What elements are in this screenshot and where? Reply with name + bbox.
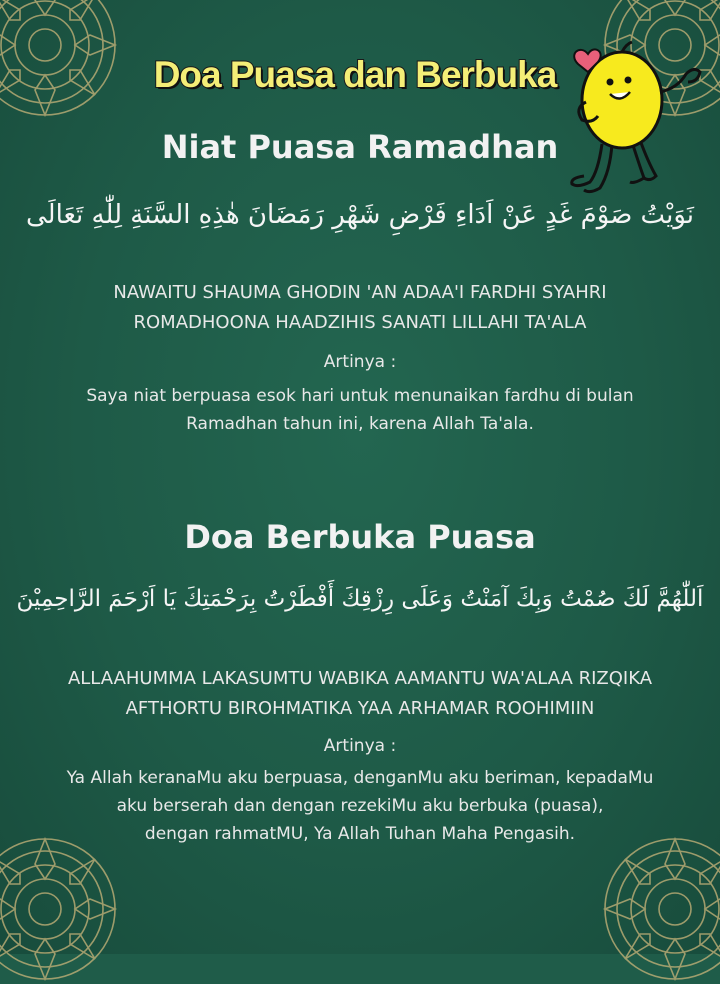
mandala-ornament-icon (0, 0, 120, 120)
berbuka-meaning-line-1: Ya Allah keranaMu aku berpuasa, denganMu aku beriman, kepadaMu (66, 768, 654, 788)
niat-heading: Niat Puasa Ramadhan (161, 128, 559, 166)
berbuka-artinya-label: Artinya : (323, 736, 397, 756)
berbuka-heading: Doa Berbuka Puasa (184, 518, 536, 556)
niat-arabic-text: نَوَيْتُ صَوْمَ غَدٍ عَنْ اَدَاءِ فَرْضِ شَهْرِ رَمَضَانَ هٰذِهِ السَّنَةِ لِلّٰهِ تَعَالَى (26, 200, 694, 230)
berbuka-meaning-line-2: aku berserah dan dengan rezekiMu aku berbuka (puasa), (116, 796, 604, 816)
niat-latin-line-2: ROMADHOONA HAADZIHIS SANATI LILLAHI TA'ALA (133, 312, 587, 333)
lemon-character-sticker-icon (560, 32, 710, 202)
mandala-ornament-icon (600, 834, 720, 984)
berbuka-latin-line-2: AFTHORTU BIROHMATIKA YAA ARHAMAR ROOHIMIIN (125, 698, 595, 719)
mandala-ornament-icon (0, 834, 120, 984)
berbuka-latin-line-1: ALLAAHUMMA LAKASUMTU WABIKA AAMANTU WA'ALAA RIZQIKA (67, 668, 653, 689)
berbuka-arabic-text: اَللّٰهُمَّ لَكَ صُمْتُ وَبِكَ آمَنْتُ وَعَلَى رِزْقِكَ أَفْطَرْتُ بِرَحْمَتِكَ يَا اَرْحَمَ الرَّاحِمِيْنَ (16, 586, 704, 612)
niat-artinya-label: Artinya : (323, 352, 397, 372)
niat-meaning-line-2: Ramadhan tahun ini, karena Allah Ta'ala. (186, 414, 534, 434)
banner-title: Doa Puasa dan Berbuka (153, 54, 557, 95)
berbuka-meaning-line-3: dengan rahmatMU, Ya Allah Tuhan Maha Pengasih. (144, 824, 576, 844)
niat-latin-line-1: NAWAITU SHAUMA GHODIN 'AN ADAA'I FARDHI SYAHRI (113, 282, 607, 303)
niat-meaning-line-1: Saya niat berpuasa esok hari untuk menunaikan fardhu di bulan (86, 386, 634, 406)
